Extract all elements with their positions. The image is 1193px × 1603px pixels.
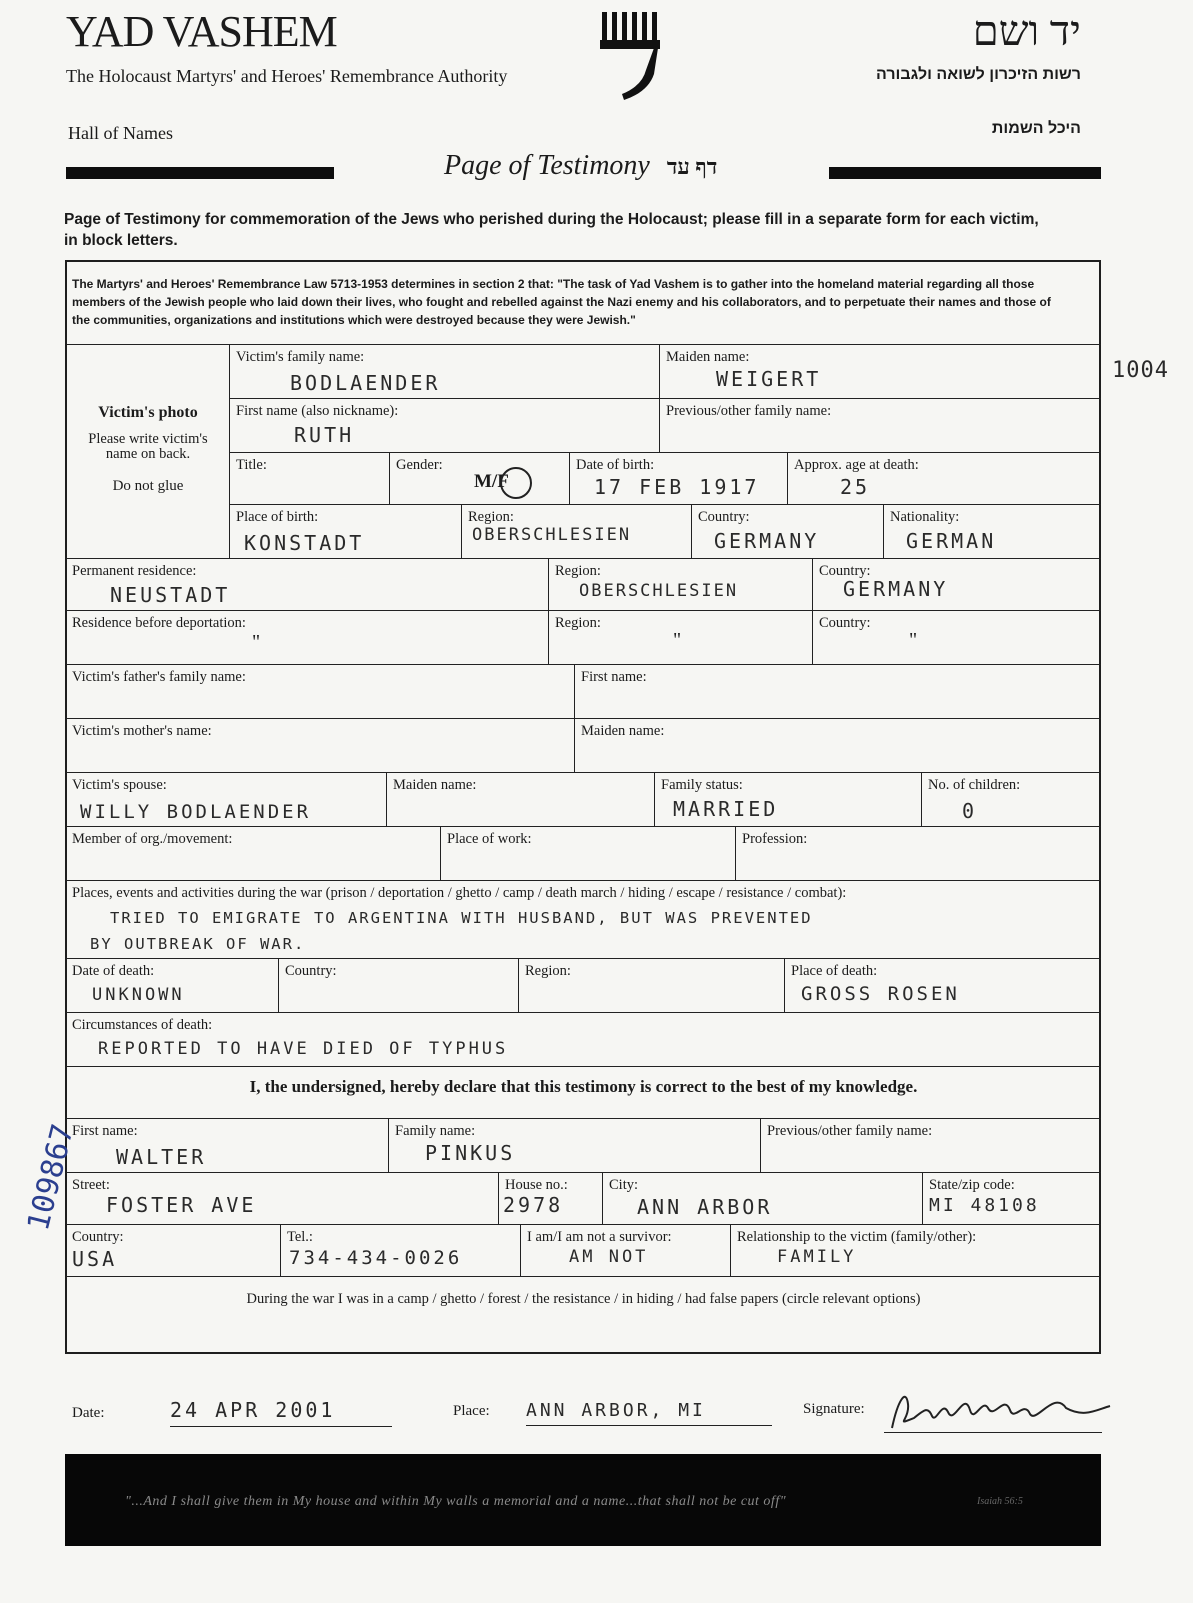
first-name-field[interactable] — [229, 398, 659, 452]
family-name-value: BODLAENDER — [290, 371, 441, 395]
quote-reference: Isaiah 56:5 — [977, 1496, 1023, 1507]
first-name-value: RUTH — [294, 423, 355, 447]
submitter-previous-name-field[interactable] — [760, 1118, 1101, 1172]
residence-before-deportation-value: " — [252, 631, 261, 653]
submitter-first-name-label: First name: — [72, 1123, 138, 1139]
date-of-birth-field[interactable] — [569, 452, 787, 504]
title-label: Title: — [236, 457, 267, 473]
hebrew-hall: היכל השמות — [991, 120, 1081, 137]
submitter-survivor-value: AM NOT — [569, 1247, 649, 1267]
previous-family-name-field[interactable] — [659, 398, 1101, 452]
family-name-label: Victim's family name: — [236, 349, 365, 365]
submitter-telephone-value: 734-434-0026 — [289, 1247, 463, 1269]
birth-country-field[interactable] — [691, 504, 883, 558]
submitter-city-label: City: — [609, 1177, 639, 1193]
death-country-label: Country: — [285, 963, 337, 979]
place-of-birth-value: KONSTADT — [244, 531, 365, 555]
gender-circle-mark — [500, 467, 532, 499]
circumstances-of-death-value: REPORTED TO HAVE DIED OF TYPHUS — [98, 1039, 509, 1059]
date-of-death-field[interactable] — [66, 958, 278, 1012]
family-status-field[interactable] — [654, 772, 921, 826]
gender-field[interactable] — [389, 452, 569, 504]
submitter-family-name-value: PINKUS — [425, 1141, 516, 1165]
permanent-residence-value: NEUSTADT — [110, 583, 231, 607]
permanent-country-field[interactable] — [812, 558, 1101, 610]
father-first-name-label: First name: — [581, 669, 647, 685]
declaration — [66, 1066, 1101, 1118]
submitter-house-number-field[interactable] — [498, 1172, 602, 1224]
place-of-birth-label: Place of birth: — [236, 509, 319, 525]
first-name-label: First name (also nickname): — [236, 403, 399, 419]
organization-membership-field[interactable] — [66, 826, 440, 880]
place-label: Place: — [453, 1403, 490, 1419]
submitter-state-zip-value: MI 48108 — [929, 1195, 1040, 1216]
submitter-family-name-label: Family name: — [395, 1123, 476, 1139]
number-of-children-field[interactable] — [921, 772, 1101, 826]
spouse-label: Victim's spouse: — [72, 777, 167, 793]
mother-name-label: Victim's mother's name: — [72, 723, 212, 739]
signature-line[interactable] — [884, 1380, 1102, 1433]
date-of-birth-value: 17 FEB 1917 — [594, 475, 760, 499]
organization-membership-label: Member of org./movement: — [72, 831, 233, 847]
birth-country-label: Country: — [698, 509, 750, 525]
signature-scribble — [884, 1380, 1114, 1436]
war-events-field[interactable] — [66, 880, 1101, 958]
signature-label: Signature: — [803, 1401, 865, 1417]
deportation-country-label: Country: — [819, 615, 871, 631]
war-events-label: Places, events and activities during the war (prison / deportation / ghetto / camp / death march / hiding / escape / resistance / combat): — [72, 885, 847, 901]
submitter-survivor-field[interactable] — [520, 1224, 730, 1276]
number-of-children-value: 0 — [962, 799, 978, 823]
submitter-family-name-field[interactable] — [388, 1118, 760, 1172]
hebrew-org-name: יד ושם — [972, 9, 1081, 55]
deportation-country-value: " — [909, 629, 918, 651]
age-at-death-value: 25 — [840, 475, 871, 499]
place-of-work-field[interactable] — [440, 826, 735, 880]
hebrew-subtitle: רשות הזיכרון לשואה ולגבורה — [875, 66, 1081, 83]
form-title-en: Page of Testimony — [444, 150, 650, 181]
nationality-label: Nationality: — [890, 509, 960, 525]
age-at-death-field[interactable] — [787, 452, 1101, 504]
war-events-line-1: TRIED TO EMIGRATE TO ARGENTINA WITH HUSBAND, BUT WAS PREVENTED — [110, 909, 813, 927]
submitter-street-value: FOSTER AVE — [106, 1193, 257, 1217]
org-subtitle: The Holocaust Martyrs' and Heroes' Remembrance Authority — [66, 66, 508, 86]
submitter-telephone-field[interactable] — [280, 1224, 520, 1276]
profession-field[interactable] — [735, 826, 1101, 880]
war-location-note-field[interactable] — [66, 1276, 1101, 1354]
submitter-street-label: Street: — [72, 1177, 110, 1193]
quote-text: "...And I shall give them in My house and within My walls a memorial and a name...that shall not be cut off" — [125, 1494, 787, 1509]
law-text: The Martyrs' and Heroes' Remembrance Law 5713-1953 determines in section 2 that: "The task of Yad Vashem is to gather into the homeland material regarding all those members of the Jewish people who laid down their lives, who fought and rebelled against the Nazi enemy and his collaborators, and to perpetuate their names and those of the communities, organizations and institutions which were destroyed because they were Jewish." — [72, 277, 1051, 327]
submitter-house-number-label: House no.: — [505, 1177, 568, 1193]
date-of-death-value: UNKNOWN — [92, 985, 185, 1005]
birth-region-label: Region: — [468, 509, 514, 525]
family-status-value: MARRIED — [673, 797, 779, 821]
submitter-city-value: ANN ARBOR — [637, 1195, 773, 1219]
yad-vashem-logo — [596, 8, 666, 100]
birth-region-field[interactable] — [461, 504, 691, 558]
spouse-maiden-name-field[interactable] — [386, 772, 654, 826]
maiden-name-value: WEIGERT — [716, 367, 822, 391]
birth-region-value: OBERSCHLESIEN — [472, 525, 632, 545]
instruction-text: Page of Testimony for commemoration of the Jews who perished during the Holocaust; please fill in a separate form for each victim, in block letters. — [64, 211, 1039, 249]
submitter-country-label: Country: — [72, 1229, 124, 1245]
residence-before-deportation-label: Residence before deportation: — [72, 615, 246, 631]
spouse-value: WILLY BODLAENDER — [80, 801, 312, 823]
age-at-death-label: Approx. age at death: — [794, 457, 919, 473]
form-title-he: דף עד — [666, 154, 718, 179]
submitter-city-field[interactable] — [602, 1172, 922, 1224]
father-first-name-field[interactable] — [574, 664, 1101, 718]
photo-note-glue: Do not glue — [112, 478, 184, 494]
circumstances-of-death-label: Circumstances of death: — [72, 1017, 213, 1033]
title-bar-right — [829, 167, 1101, 179]
circumstances-of-death-field[interactable] — [66, 1012, 1101, 1066]
deportation-region-field[interactable] — [548, 610, 812, 664]
testimony-form-grid — [65, 260, 1101, 1354]
permanent-residence-field[interactable] — [66, 558, 548, 610]
number-of-children-label: No. of children: — [928, 777, 1021, 793]
mother-maiden-name-label: Maiden name: — [581, 723, 665, 739]
residence-before-deportation-field[interactable] — [66, 610, 548, 664]
hall-of-names: Hall of Names — [68, 123, 173, 143]
permanent-residence-label: Permanent residence: — [72, 563, 197, 579]
place-of-death-field[interactable] — [784, 958, 1101, 1012]
place-value[interactable]: ANN ARBOR, MI — [526, 1400, 772, 1426]
profession-label: Profession: — [742, 831, 808, 847]
death-region-label: Region: — [525, 963, 571, 979]
birth-country-value: GERMANY — [714, 529, 820, 553]
submitter-country-value: USA — [72, 1247, 118, 1271]
submitter-state-zip-label: State/zip code: — [929, 1177, 1015, 1193]
father-family-name-label: Victim's father's family name: — [72, 669, 246, 685]
nationality-value: GERMAN — [906, 529, 997, 553]
permanent-region-field[interactable] — [548, 558, 812, 610]
title-bar-left — [66, 167, 334, 179]
gender-label: Gender: — [396, 457, 443, 473]
father-family-name-field[interactable] — [66, 664, 574, 718]
margin-record-number: 1004 — [1112, 358, 1169, 383]
org-name: YAD VASHEM — [66, 7, 337, 56]
permanent-region-label: Region: — [555, 563, 601, 579]
maiden-name-label: Maiden name: — [666, 349, 750, 365]
place-of-work-label: Place of work: — [447, 831, 532, 847]
submitter-previous-name-label: Previous/other family name: — [767, 1123, 933, 1139]
war-location-note: During the war I was in a camp / ghetto / forest / the resistance / in hiding / had false papers (circle relevant options) — [246, 1291, 921, 1307]
date-of-death-label: Date of death: — [72, 963, 155, 979]
place-of-death-value: GROSS ROSEN — [801, 983, 960, 1005]
side-record-number: 109867 — [20, 1120, 82, 1235]
mother-name-field[interactable] — [66, 718, 574, 772]
form-title — [444, 150, 717, 182]
maiden-name-field[interactable] — [659, 344, 1101, 398]
photo-title: Victim's photo — [98, 404, 198, 421]
family-name-field[interactable] — [229, 344, 659, 398]
nationality-field[interactable] — [883, 504, 1101, 558]
permanent-region-value: OBERSCHLESIEN — [579, 581, 739, 601]
spouse-field[interactable] — [66, 772, 386, 826]
quote-bar — [65, 1454, 1101, 1546]
family-status-label: Family status: — [661, 777, 743, 793]
deportation-region-label: Region: — [555, 615, 601, 631]
submitter-state-zip-field[interactable] — [922, 1172, 1101, 1224]
date-of-birth-label: Date of birth: — [576, 457, 655, 473]
submitter-house-number-value: 2978 — [503, 1193, 564, 1217]
submitter-first-name-value: WALTER — [116, 1145, 207, 1169]
place-of-death-label: Place of death: — [791, 963, 878, 979]
permanent-country-value: GERMANY — [843, 577, 949, 601]
war-events-line-2: BY OUTBREAK OF WAR. — [90, 935, 306, 953]
title-field[interactable] — [229, 452, 389, 504]
victim-photo-box — [67, 344, 229, 558]
declaration-text: I, the undersigned, hereby declare that this testimony is correct to the best of my knowledge. — [249, 1077, 918, 1096]
place-of-birth-field[interactable] — [229, 504, 461, 558]
deportation-region-value: " — [673, 629, 682, 651]
gender-value: M/F — [474, 471, 509, 492]
death-country-field[interactable] — [278, 958, 518, 1012]
submitter-relationship-label: Relationship to the victim (family/other): — [737, 1229, 977, 1245]
submitter-relationship-value: FAMILY — [777, 1247, 857, 1267]
submitter-first-name-field[interactable] — [66, 1118, 388, 1172]
spouse-maiden-name-label: Maiden name: — [393, 777, 477, 793]
date-label: Date: — [72, 1405, 105, 1421]
submitter-survivor-label: I am/I am not a survivor: — [527, 1229, 672, 1245]
submitter-relationship-field[interactable] — [730, 1224, 1101, 1276]
deportation-country-field[interactable] — [812, 610, 1101, 664]
previous-family-name-label: Previous/other family name: — [666, 403, 832, 419]
submitter-telephone-label: Tel.: — [287, 1229, 313, 1245]
photo-note-name: Please write victim's name on back. — [88, 431, 208, 462]
mother-maiden-name-field[interactable] — [574, 718, 1101, 772]
permanent-country-label: Country: — [819, 563, 871, 579]
submitter-country-field[interactable] — [66, 1224, 280, 1276]
date-value[interactable]: 24 APR 2001 — [170, 1398, 392, 1427]
death-region-field[interactable] — [518, 958, 784, 1012]
submitter-street-field[interactable] — [66, 1172, 498, 1224]
